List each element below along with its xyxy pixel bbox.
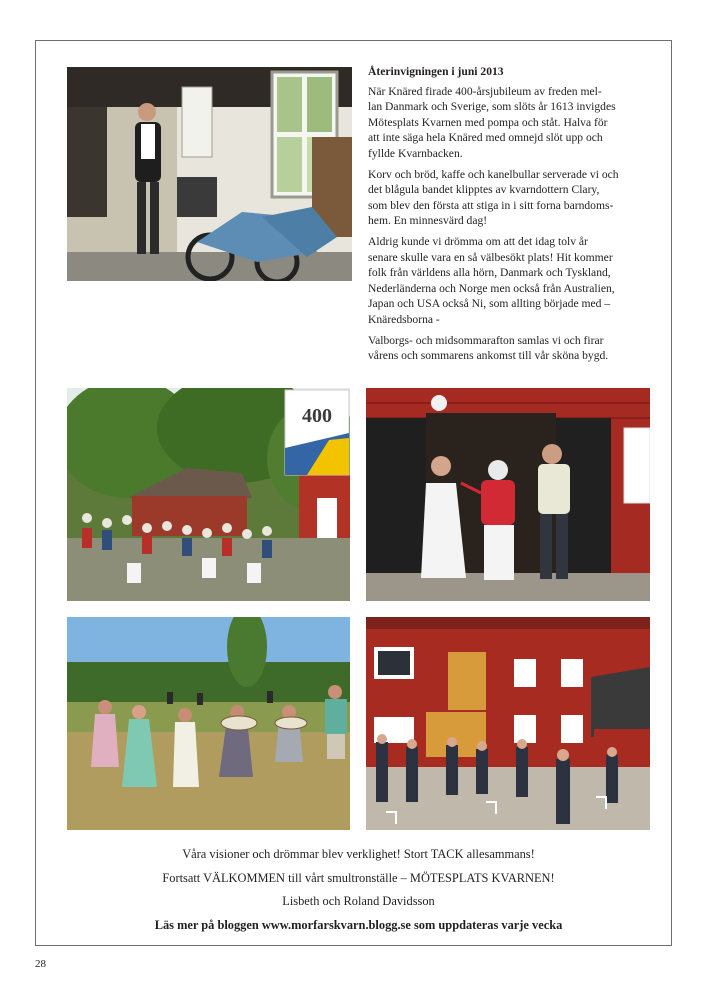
closing-thanks: Våra visioner och drömmar blev verklighet! Stort TACK allesammans! xyxy=(182,847,535,861)
closing-signature: Lisbeth och Roland Davidsson xyxy=(282,894,435,908)
midsummer-dance-photo xyxy=(67,617,350,830)
outdoor-audience-photo xyxy=(67,388,350,601)
article-paragraph: När Knäred firade 400-årsjubileum av freden mel- lan Danmark och Sverige, som slöts år 1613 invigdes Mötesplats Kvarnen med pompa och ståt. Halva för att inte säga hela Knäred med omnejd slöt upp och fyllde Kvarnbacken. xyxy=(368,84,616,160)
article-text xyxy=(368,64,658,369)
article-heading: Återinvigningen i juni 2013 xyxy=(368,65,504,78)
anniversary-banner-text: 400 xyxy=(302,405,332,427)
mill-courtyard-crowd-photo xyxy=(366,617,650,830)
blog-link-text: Läs mer på bloggen www.morfarskvarn.blogg.se som uppdateras varje vecka xyxy=(154,918,563,932)
closing-welcome: Fortsatt VÄLKOMMEN till vårt smultronställe – MÖTESPLATS KVARNEN! xyxy=(162,871,555,885)
museum-mopeds-photo xyxy=(67,67,352,281)
article-paragraph: Aldrig kunde vi drömma om att det idag tolv år senare skulle vara en så välbesökt plats! Hit kommer folk från världens alla hörn, Danmark och Tyskland, Nederländerna och Norge men också från Australien, Japan och USA också Ni, som allting började med – Knäredsborna - xyxy=(368,234,615,326)
article-paragraph: Valborgs- och midsommarafton samlas vi och firar vårens och sommarens ankomst till vår sköna bygd. xyxy=(368,333,609,363)
article-paragraph: Korv och bröd, kaffe och kanelbullar serverade vi och det blågula bandet klipptes av kvarndottern Clary, som blev den första att stiga in i sitt forna barndoms- hem. En minnesvärd dag! xyxy=(368,167,619,228)
ribbon-cutting-photo xyxy=(366,388,650,601)
page-number: 28 xyxy=(35,958,46,970)
